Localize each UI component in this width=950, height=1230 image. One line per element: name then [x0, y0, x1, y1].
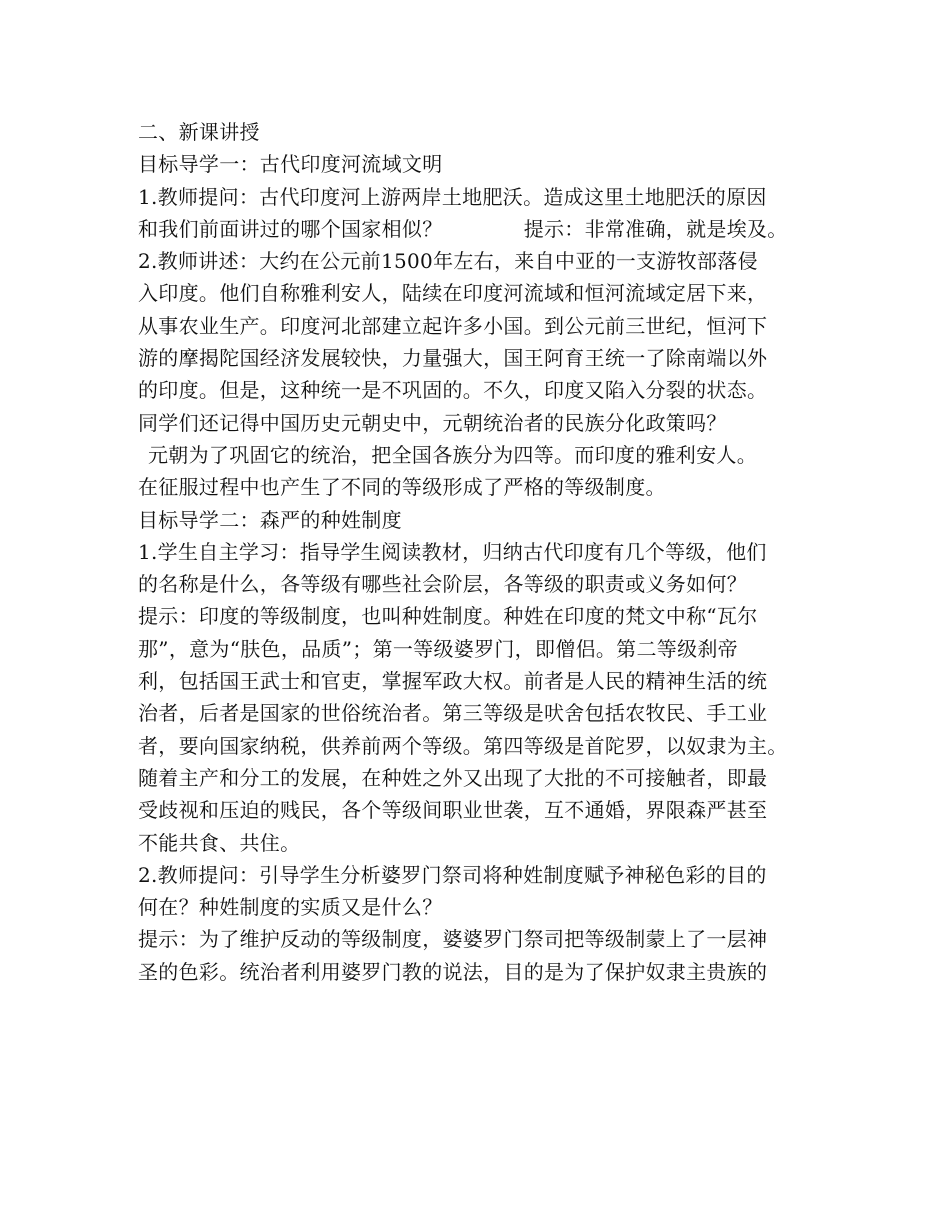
text-line: 同学们还记得中国历史元朝史中，元朝统治者的民族分化政策吗？ [138, 410, 727, 435]
text-line: 者，要向国家纳税，供养前两个等级。第四等级是首陀罗，以奴隶为主。 [138, 733, 788, 758]
text-line: 从事农业生产。印度河北部建立起许多小国。到公元前三世纪，恒河下 [138, 313, 768, 338]
text-line: 1.学生自主学习：指导学生阅读教材，归纳古代印度有几个等级，他们 [138, 539, 767, 564]
text-line: 元朝为了巩固它的统治，把全国各族分为四等。而印度的雅利安人。 [148, 442, 757, 467]
text-line: 提示：印度的等级制度，也叫种姓制度。种姓在印度的梵文中称“瓦尔 [138, 604, 758, 629]
objective-heading-1: 目标导学一：古代印度河流域文明 [138, 152, 443, 177]
text-line: 和我们前面讲过的哪个国家相似？ 提示：非常准确，就是埃及。 [138, 216, 788, 241]
text-line: 2.教师提问：引导学生分析婆罗门祭司将种姓制度赋予神秘色彩的目的 [138, 862, 767, 887]
text-line: 不能共食、共住。 [138, 830, 301, 855]
text-line: 的印度。但是，这种统一是不巩固的。不久，印度又陷入分裂的状态。 [138, 378, 768, 403]
text-line: 受歧视和压迫的贱民，各个等级间职业世袭，互不通婚，界限森严甚至 [138, 798, 768, 823]
text-line: 在征服过程中也产生了不同的等级形成了严格的等级制度。 [138, 475, 666, 500]
text-line: 那”，意为“肤色，品质”；第一等级婆罗门，即僧侣。第二等级刹帝 [138, 636, 738, 661]
text-line: 的名称是什么，各等级有哪些社会阶层，各等级的职责或义务如何？ [138, 572, 747, 597]
text-line: 游的摩揭陀国经济发展较快，力量强大，国王阿育王统一了除南端以外 [138, 346, 768, 371]
text-line: 1.教师提问：古代印度河上游两岸土地肥沃。造成这里土地肥沃的原因 [138, 184, 767, 209]
text-line: 随着主产和分工的发展，在种姓之外又出现了大批的不可接触者，即最 [138, 765, 768, 790]
text-line: 治者，后者是国家的世俗统治者。第三等级是吠舍包括农牧民、手工业 [138, 701, 768, 726]
section-heading: 二、新课讲授 [138, 120, 260, 144]
text-line: 2.教师讲述：大约在公元前1500年左右，来自中亚的一支游牧部落侵 [138, 249, 758, 274]
text-line: 何在？种姓制度的实质又是什么？ [138, 895, 443, 920]
text-line: 入印度。他们自称雅利安人，陆续在印度河流域和恒河流域定居下来， [138, 281, 768, 306]
text-line: 提示：为了维护反动的等级制度，婆婆罗门祭司把等级制蒙上了一层神 [138, 927, 768, 952]
objective-heading-2: 目标导学二：森严的种姓制度 [138, 507, 402, 532]
text-line: 圣的色彩。统治者利用婆罗门教的说法，目的是为了保护奴隶主贵族的 [138, 959, 768, 984]
text-line: 利，包括国王武士和官吏，掌握军政大权。前者是人民的精神生活的统 [138, 669, 768, 694]
document-body [138, 116, 828, 988]
